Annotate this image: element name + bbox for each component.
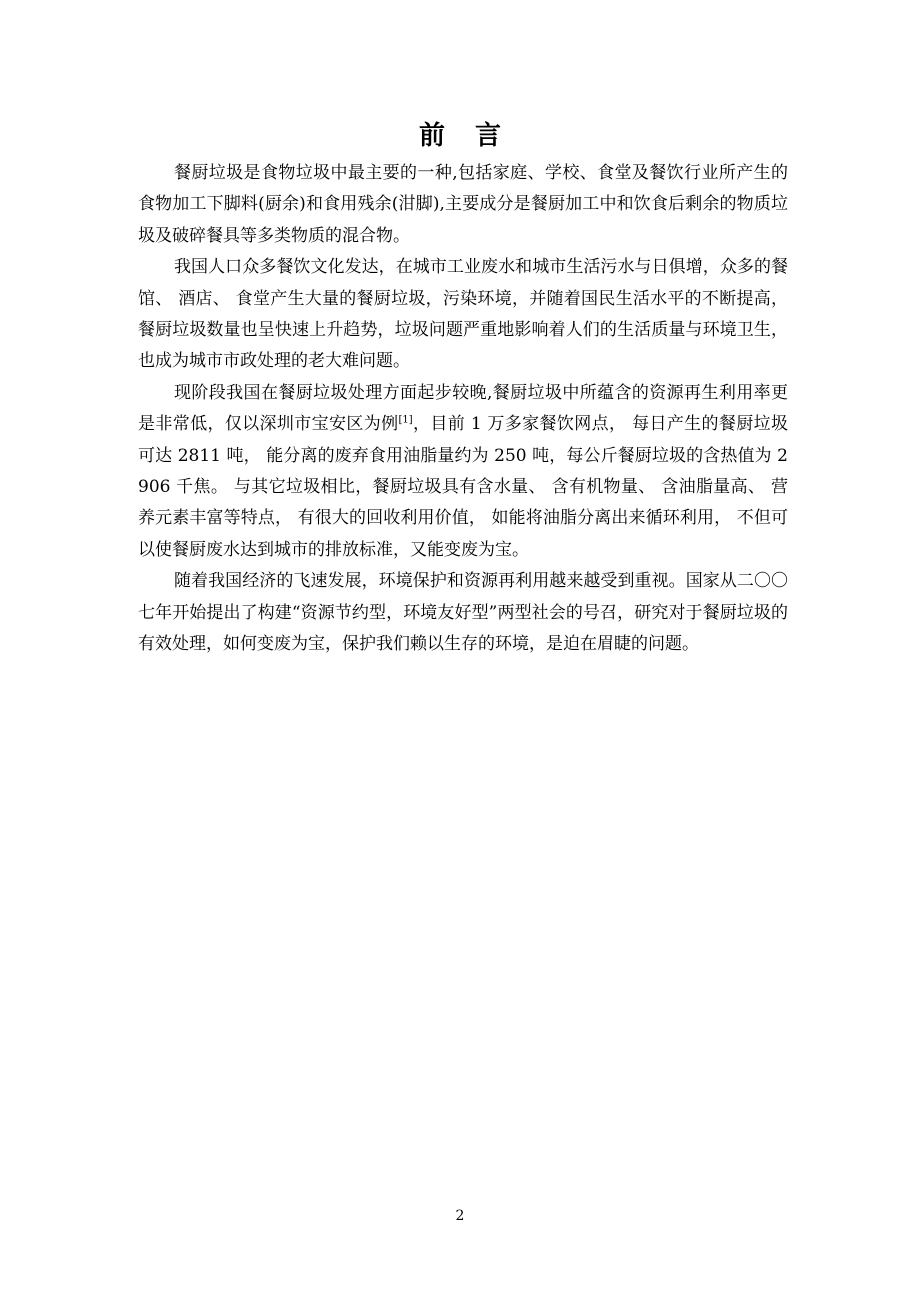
page-number: 2 <box>455 1208 465 1224</box>
title-char-1: 前 <box>418 121 445 151</box>
page-title <box>0 116 920 156</box>
title-char-2: 言 <box>475 121 502 151</box>
citation-ref: [1] <box>398 414 413 426</box>
paragraph-3-text-after-ref: ，目前 1 万多家餐饮网点， 每日产生的餐厨垃圾可达 2811 吨， 能分离的废弃食用油脂量约为 250 吨，每公斤餐厨垃圾的含热值为 2906 千焦。 与其它垃圾相比，餐厨垃圾具有含水量、 含有机物量、 含油脂量高、 营养元素丰富等特点， 有很大的回收利用价值， 如能将油脂分离出来循环利用， 不但可以使餐厨废水达到城市的排放标准，又能变废为宝。 <box>138 414 789 560</box>
paragraph-2: 我国人口众多餐饮文化发达，在城市工业废水和城市生活污水与日俱增，众多的餐馆、 酒店、 食堂产生大量的餐厨垃圾，污染环境，并随着国民生活水平的不断提高，餐厨垃圾数量也呈快速上升趋势，垃圾问题严重地影响着人们的生活质量与环境卫生，也成为城市市政处理的老大难问题。 <box>138 257 788 372</box>
paragraph-4: 随着我国经济的飞速发展，环境保护和资源再利用越来越受到重视。国家从二〇〇七年开始提出了构建“资源节约型，环境友好型”两型社会的号召，研究对于餐厨垃圾的有效处理，如何变废为宝，保护我们赖以生存的环境，是迫在眉睫的问题。 <box>138 571 788 655</box>
body-text <box>138 158 788 661</box>
paragraph-3 <box>138 378 788 566</box>
paragraph-3-text-before-ref: 现阶段我国在餐厨垃圾处理方面起步较晚,餐厨垃圾中所蕴含的资源再生利用率更是非常低，仅以深圳市宝安区为例 <box>138 382 788 435</box>
paragraph-1: 餐厨垃圾是食物垃圾中最主要的一种,包括家庭、学校、食堂及餐饮行业所产生的食物加工下脚料(厨余)和食用残余(泔脚),主要成分是餐厨加工中和饮食后剩余的物质垃圾及破碎餐具等多类物质的混合物。 <box>138 163 788 246</box>
